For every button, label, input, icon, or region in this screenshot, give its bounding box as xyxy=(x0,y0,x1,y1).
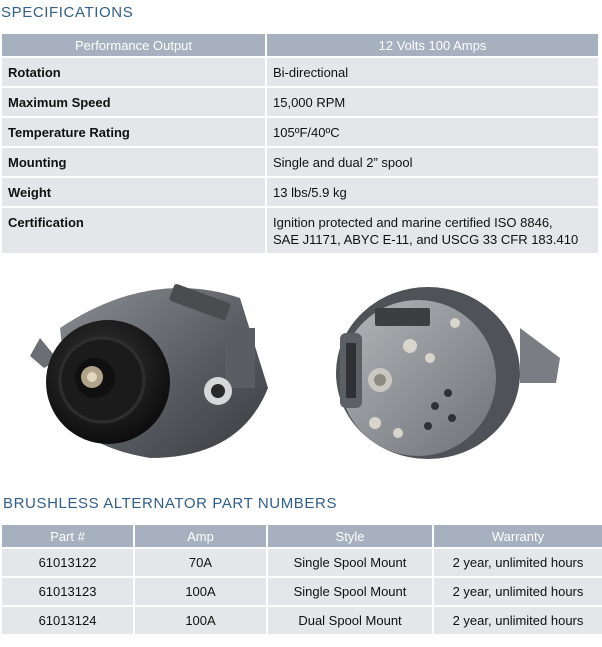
part-number-cell: 61013123 xyxy=(2,576,135,605)
part-number-cell: 61013124 xyxy=(2,605,135,634)
spec-row xyxy=(2,86,598,116)
spec-row xyxy=(2,146,598,176)
spec-label: Temperature Rating xyxy=(2,116,267,146)
specifications-table xyxy=(2,34,598,253)
alternator-product-images xyxy=(0,268,602,468)
spec-header-value: 12 Volts 100 Amps xyxy=(267,34,598,56)
spec-value xyxy=(267,206,598,253)
specifications-heading: SPECIFICATIONS xyxy=(1,4,134,21)
column-header: Warranty xyxy=(434,525,602,547)
column-header: Style xyxy=(268,525,434,547)
spec-header-row xyxy=(2,34,598,56)
column-header: Part # xyxy=(2,525,135,547)
style-cell: Dual Spool Mount xyxy=(268,605,434,634)
spec-label: Weight xyxy=(2,176,267,206)
amp-cell: 100A xyxy=(135,605,268,634)
spec-header-label: Performance Output xyxy=(2,34,267,56)
spec-label: Rotation xyxy=(2,56,267,86)
spec-value: 13 lbs/5.9 kg xyxy=(267,176,598,206)
alternator-rear-view xyxy=(336,287,560,459)
spec-label: Mounting xyxy=(2,146,267,176)
part-numbers-table xyxy=(2,525,602,634)
spec-row xyxy=(2,56,598,86)
spec-row xyxy=(2,176,598,206)
warranty-cell: 2 year, unlimited hours xyxy=(434,605,602,634)
spec-value: 15,000 RPM xyxy=(267,86,598,116)
spec-value: 105ºF/40ºC xyxy=(267,116,598,146)
table-row xyxy=(2,576,602,605)
part-numbers-heading: BRUSHLESS ALTERNATOR PART NUMBERS xyxy=(3,495,338,512)
warranty-cell: 2 year, unlimited hours xyxy=(434,547,602,576)
warranty-cell: 2 year, unlimited hours xyxy=(434,576,602,605)
spec-value-line: Ignition protected and marine certified ISO 8846, xyxy=(273,215,553,230)
part-number-cell: 61013122 xyxy=(2,547,135,576)
table-row xyxy=(2,605,602,634)
style-cell: Single Spool Mount xyxy=(268,547,434,576)
spec-value-line: SAE J1171, ABYC E-11, and USCG 33 CFR 183.410 xyxy=(273,232,579,247)
spec-row xyxy=(2,206,598,253)
amp-cell: 70A xyxy=(135,547,268,576)
parts-header-row xyxy=(2,525,602,547)
alternator-front-view xyxy=(30,283,268,458)
column-header: Amp xyxy=(135,525,268,547)
amp-cell: 100A xyxy=(135,576,268,605)
spec-label: Maximum Speed xyxy=(2,86,267,116)
table-row xyxy=(2,547,602,576)
style-cell: Single Spool Mount xyxy=(268,576,434,605)
spec-value: Bi-directional xyxy=(267,56,598,86)
spec-label: Certification xyxy=(2,206,267,253)
spec-value: Single and dual 2” spool xyxy=(267,146,598,176)
spec-row xyxy=(2,116,598,146)
